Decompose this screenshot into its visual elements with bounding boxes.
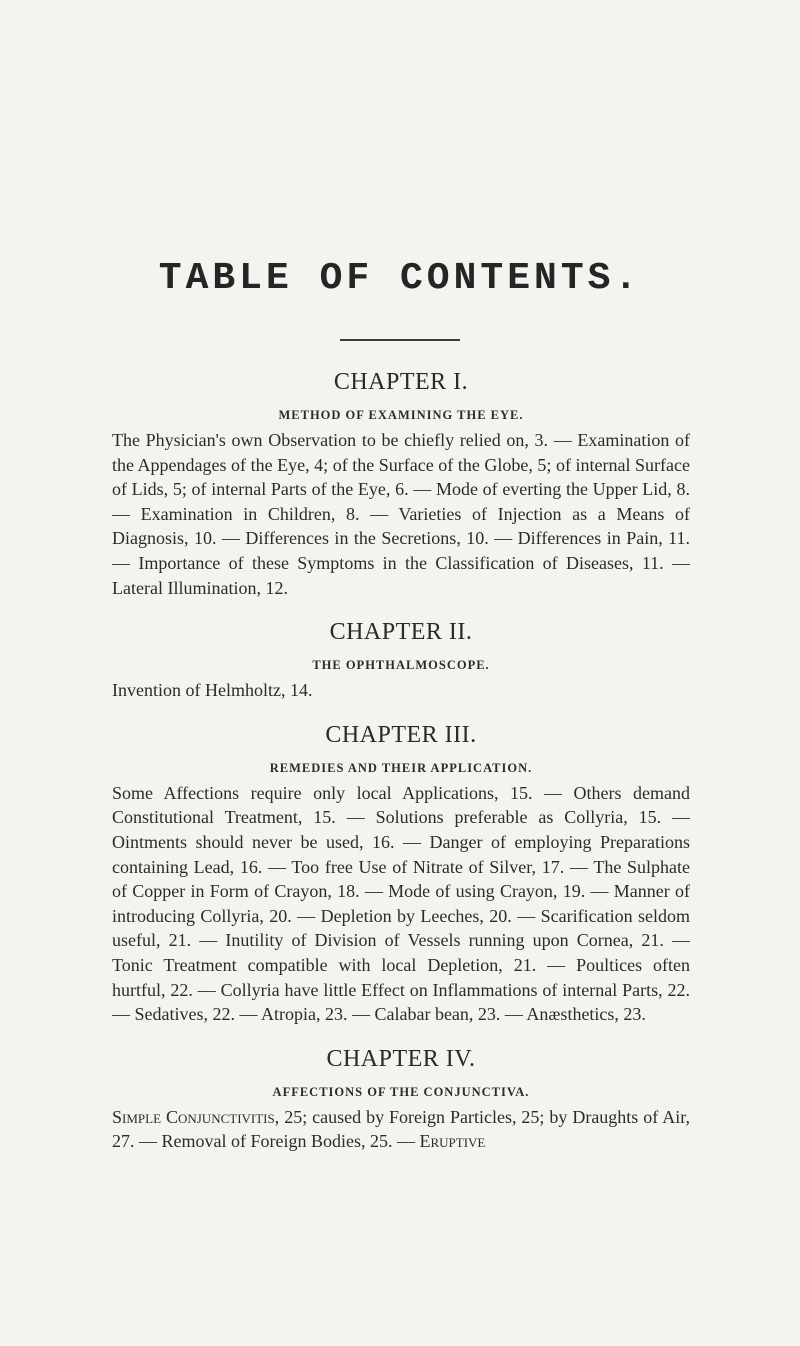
page-title: TABLE OF CONTENTS. — [158, 257, 642, 300]
chapter-1 — [112, 366, 690, 600]
chapter-heading: CHAPTER I. — [333, 369, 469, 395]
chapter-2 — [112, 616, 690, 703]
chapter-subtitle: THE OPHTHALMOSCOPE. — [312, 658, 490, 673]
chapter-subtitle: REMEDIES AND THEIR APPLICATION. — [269, 760, 533, 775]
section-trail: Eruptive — [419, 1131, 486, 1152]
chapter-heading: CHAPTER IV. — [326, 1045, 476, 1072]
chapter-3 — [112, 719, 690, 1027]
chapter-summary: Invention of Helmholtz, 14. — [112, 680, 313, 701]
section-text: 25; caused by Foreign Particles, 25; by Draughts of Air, 27. — Removal of Foreign Bodies, 25. — — [112, 1106, 690, 1152]
chapter-subtitle: METHOD OF EXAMINING THE EYE. — [278, 408, 524, 422]
chapter-summary — [112, 1105, 690, 1154]
contents-body — [112, 366, 690, 1170]
chapter-heading: CHAPTER III. — [325, 721, 477, 748]
chapter-4 — [112, 1043, 690, 1154]
chapter-subtitle: AFFECTIONS OF THE CONJUNCTIVA. — [272, 1084, 530, 1099]
chapter-heading: CHAPTER II. — [329, 619, 473, 646]
section-lead: Simple Conjunctivitis, — [112, 1106, 280, 1127]
chapter-summary: The Physician's own Observation to be chiefly relied on, 3. — Examination of the Appendages of the Eye, 4; of the Surface of the Globe, 5; of internal Surface of Lids, 5; of internal Parts of the Eye, 6. — Mode of everting the Upper Lid, 8. — Examination in Children, 8. — Varieties of Injection as a Means of Diagnosis, 10. — Differences in the Secretions, 10. — Differences in Pain, 11. — Importance of these Symptoms in the Classification of Diseases, 11. — Lateral Illumination, 12. — [112, 430, 690, 598]
title-divider — [340, 339, 460, 341]
chapter-summary: Some Affections require only local Applications, 15. — Others demand Constitutional Treatment, 15. — Solutions preferable as Collyria, 15. — Ointments should never be used, 16. — Danger of employing Preparations containing Lead, 16. — Too free Use of Nitrate of Silver, 17. — The Sulphate of Copper in Form of Crayon, 18. — Mode of using Crayon, 19. — Manner of introducing Collyria, 20. — Depletion by Leeches, 20. — Scarification seldom useful, 21. — Inutility of Division of Vessels running upon Cornea, 21. — Tonic Treatment compatible with local Depletion, 21. — Poultices often hurtful, 22. — Collyria have little Effect on Inflammations of internal Parts, 22. — Sedatives, 22. — Atropia, 23. — Calabar bean, 23. — Anæsthetics, 23. — [112, 782, 690, 1025]
